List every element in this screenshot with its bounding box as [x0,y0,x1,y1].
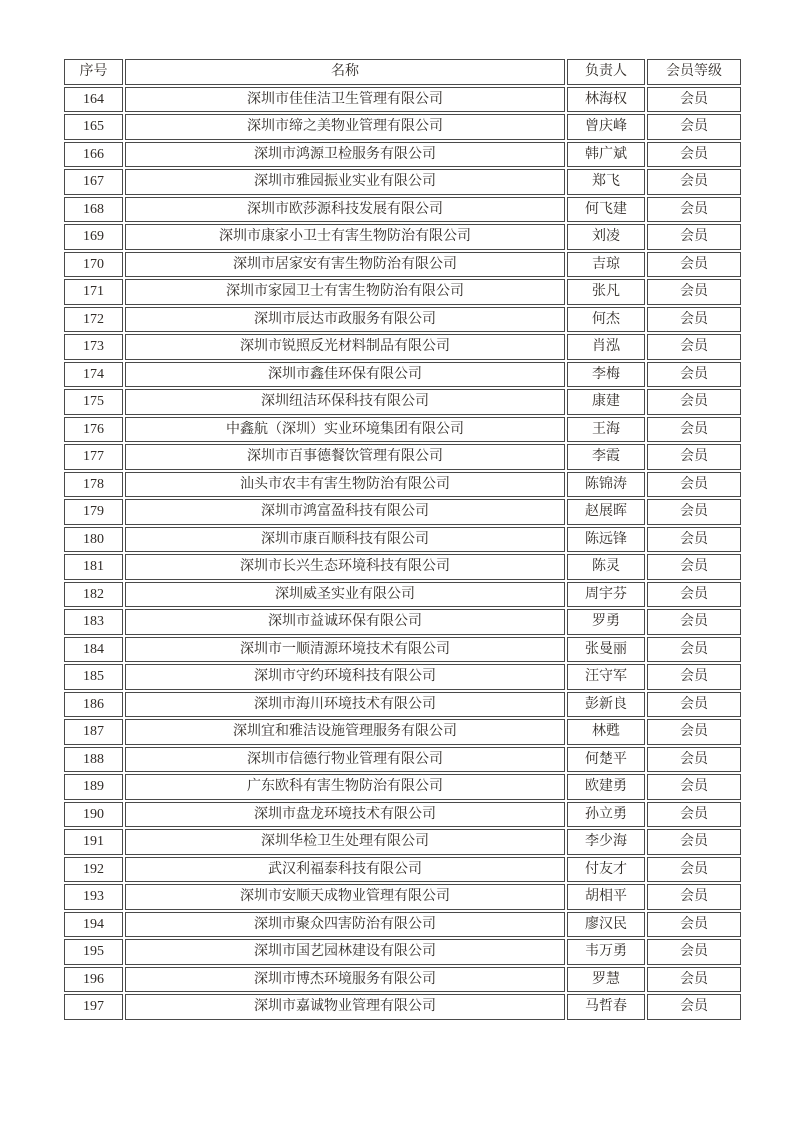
table-row [64,637,741,663]
person-cell: 张曼丽 [567,637,645,663]
person-cell: 王海 [567,417,645,443]
col-header-company-name: 名称 [125,59,565,85]
person-cell: 张凡 [567,279,645,305]
serial-cell: 190 [64,802,123,828]
person-cell: 韩广斌 [567,142,645,168]
company-name-cell: 深圳市益诚环保有限公司 [125,609,565,635]
company-name-cell: 深圳市雅园振业实业有限公司 [125,169,565,195]
serial-cell: 166 [64,142,123,168]
company-name-cell: 深圳市家园卫士有害生物防治有限公司 [125,279,565,305]
person-cell: 韦万勇 [567,939,645,965]
person-cell: 陈远锋 [567,527,645,553]
serial-cell: 187 [64,719,123,745]
serial-cell: 175 [64,389,123,415]
col-header-person: 负责人 [567,59,645,85]
company-name-cell: 深圳华检卫生处理有限公司 [125,829,565,855]
member-level-cell: 会员 [647,87,741,113]
table-row [64,912,741,938]
serial-cell: 191 [64,829,123,855]
serial-cell: 195 [64,939,123,965]
company-name-cell: 深圳纽洁环保科技有限公司 [125,389,565,415]
col-header-member-level: 会员等级 [647,59,741,85]
serial-cell: 165 [64,114,123,140]
member-level-cell: 会员 [647,829,741,855]
member-level-cell: 会员 [647,444,741,470]
table-row [64,444,741,470]
member-level-cell: 会员 [647,307,741,333]
member-level-cell: 会员 [647,224,741,250]
member-level-cell: 会员 [647,857,741,883]
table-row [64,857,741,883]
person-cell: 李少海 [567,829,645,855]
table-row [64,774,741,800]
company-name-cell: 中鑫航（深圳）实业环境集团有限公司 [125,417,565,443]
company-name-cell: 广东欧科有害生物防治有限公司 [125,774,565,800]
person-cell: 孙立勇 [567,802,645,828]
person-cell: 林甦 [567,719,645,745]
company-name-cell: 深圳市聚众四害防治有限公司 [125,912,565,938]
person-cell: 康建 [567,389,645,415]
person-cell: 陈灵 [567,554,645,580]
serial-cell: 183 [64,609,123,635]
company-name-cell: 深圳市鸿富盈科技有限公司 [125,499,565,525]
company-name-cell: 深圳市长兴生态环境科技有限公司 [125,554,565,580]
member-level-cell: 会员 [647,967,741,993]
table-row [64,307,741,333]
serial-cell: 186 [64,692,123,718]
serial-cell: 193 [64,884,123,910]
company-name-cell: 汕头市农丰有害生物防治有限公司 [125,472,565,498]
table-row [64,499,741,525]
company-name-cell: 深圳市居家安有害生物防治有限公司 [125,252,565,278]
company-name-cell: 深圳市安顺天成物业管理有限公司 [125,884,565,910]
member-level-cell: 会员 [647,169,741,195]
person-cell: 郑飞 [567,169,645,195]
table-row [64,582,741,608]
serial-cell: 164 [64,87,123,113]
serial-cell: 184 [64,637,123,663]
table-row [64,884,741,910]
person-cell: 欧建勇 [567,774,645,800]
member-level-cell: 会员 [647,197,741,223]
company-name-cell: 深圳市守约环境科技有限公司 [125,664,565,690]
person-cell: 何杰 [567,307,645,333]
company-name-cell: 深圳市嘉诚物业管理有限公司 [125,994,565,1020]
member-level-cell: 会员 [647,417,741,443]
member-level-cell: 会员 [647,802,741,828]
table-row [64,197,741,223]
table-row [64,664,741,690]
table-row [64,719,741,745]
member-level-cell: 会员 [647,142,741,168]
member-list-table [62,57,743,1022]
person-cell: 何飞建 [567,197,645,223]
company-name-cell: 深圳市博杰环境服务有限公司 [125,967,565,993]
person-cell: 李梅 [567,362,645,388]
company-name-cell: 深圳市鑫佳环保有限公司 [125,362,565,388]
person-cell: 付友才 [567,857,645,883]
table-row [64,279,741,305]
serial-cell: 182 [64,582,123,608]
serial-cell: 194 [64,912,123,938]
member-level-cell: 会员 [647,609,741,635]
serial-cell: 178 [64,472,123,498]
serial-cell: 185 [64,664,123,690]
member-level-cell: 会员 [647,362,741,388]
company-name-cell: 深圳市一顺清源环境技术有限公司 [125,637,565,663]
table-row [64,967,741,993]
company-name-cell: 深圳市国艺园林建设有限公司 [125,939,565,965]
serial-cell: 180 [64,527,123,553]
person-cell: 胡相平 [567,884,645,910]
company-name-cell: 深圳市欧莎源科技发展有限公司 [125,197,565,223]
person-cell: 曾庆峰 [567,114,645,140]
table-row [64,994,741,1020]
member-level-cell: 会员 [647,747,741,773]
person-cell: 汪守军 [567,664,645,690]
serial-cell: 168 [64,197,123,223]
company-name-cell: 深圳市海川环境技术有限公司 [125,692,565,718]
table-row [64,527,741,553]
company-name-cell: 深圳市缔之美物业管理有限公司 [125,114,565,140]
serial-cell: 172 [64,307,123,333]
person-cell: 何楚平 [567,747,645,773]
member-level-cell: 会员 [647,582,741,608]
serial-cell: 181 [64,554,123,580]
serial-cell: 176 [64,417,123,443]
table-header-row [64,59,741,85]
table-row [64,829,741,855]
table-row [64,114,741,140]
person-cell: 罗勇 [567,609,645,635]
table-row [64,692,741,718]
person-cell: 周宇芬 [567,582,645,608]
member-level-cell: 会员 [647,939,741,965]
member-level-cell: 会员 [647,664,741,690]
person-cell: 罗慧 [567,967,645,993]
serial-cell: 197 [64,994,123,1020]
person-cell: 陈锦涛 [567,472,645,498]
table-body [64,87,741,1020]
table-row [64,87,741,113]
member-level-cell: 会员 [647,499,741,525]
company-name-cell: 深圳市佳佳洁卫生管理有限公司 [125,87,565,113]
table-row [64,802,741,828]
serial-cell: 192 [64,857,123,883]
member-level-cell: 会员 [647,994,741,1020]
company-name-cell: 深圳宜和雅洁设施管理服务有限公司 [125,719,565,745]
company-name-cell: 深圳市信德行物业管理有限公司 [125,747,565,773]
company-name-cell: 深圳市康家小卫士有害生物防治有限公司 [125,224,565,250]
table-row [64,142,741,168]
company-name-cell: 深圳市辰达市政服务有限公司 [125,307,565,333]
table-row [64,169,741,195]
serial-cell: 171 [64,279,123,305]
member-level-cell: 会员 [647,884,741,910]
member-level-cell: 会员 [647,719,741,745]
table-row [64,252,741,278]
serial-cell: 188 [64,747,123,773]
member-level-cell: 会员 [647,334,741,360]
serial-cell: 177 [64,444,123,470]
person-cell: 吉琼 [567,252,645,278]
member-level-cell: 会员 [647,912,741,938]
table-row [64,362,741,388]
table-row [64,939,741,965]
member-level-cell: 会员 [647,637,741,663]
table-row [64,472,741,498]
person-cell: 赵展晖 [567,499,645,525]
table-row [64,609,741,635]
serial-cell: 189 [64,774,123,800]
person-cell: 马哲春 [567,994,645,1020]
col-header-serial: 序号 [64,59,123,85]
member-level-cell: 会员 [647,527,741,553]
serial-cell: 170 [64,252,123,278]
company-name-cell: 武汉利福泰科技有限公司 [125,857,565,883]
company-name-cell: 深圳市康百顺科技有限公司 [125,527,565,553]
person-cell: 林海权 [567,87,645,113]
company-name-cell: 深圳威圣实业有限公司 [125,582,565,608]
company-name-cell: 深圳市锐照反光材料制品有限公司 [125,334,565,360]
table-row [64,554,741,580]
member-level-cell: 会员 [647,114,741,140]
table-row [64,389,741,415]
member-level-cell: 会员 [647,692,741,718]
member-level-cell: 会员 [647,389,741,415]
person-cell: 肖泓 [567,334,645,360]
person-cell: 彭新良 [567,692,645,718]
person-cell: 李霞 [567,444,645,470]
serial-cell: 167 [64,169,123,195]
table-row [64,747,741,773]
company-name-cell: 深圳市百事德餐饮管理有限公司 [125,444,565,470]
serial-cell: 179 [64,499,123,525]
serial-cell: 196 [64,967,123,993]
table-row [64,334,741,360]
member-level-cell: 会员 [647,472,741,498]
member-level-cell: 会员 [647,252,741,278]
company-name-cell: 深圳市鸿源卫检服务有限公司 [125,142,565,168]
serial-cell: 169 [64,224,123,250]
member-level-cell: 会员 [647,279,741,305]
serial-cell: 174 [64,362,123,388]
table-row [64,417,741,443]
person-cell: 廖汉民 [567,912,645,938]
company-name-cell: 深圳市盘龙环境技术有限公司 [125,802,565,828]
serial-cell: 173 [64,334,123,360]
person-cell: 刘凌 [567,224,645,250]
member-level-cell: 会员 [647,554,741,580]
member-level-cell: 会员 [647,774,741,800]
table-row [64,224,741,250]
